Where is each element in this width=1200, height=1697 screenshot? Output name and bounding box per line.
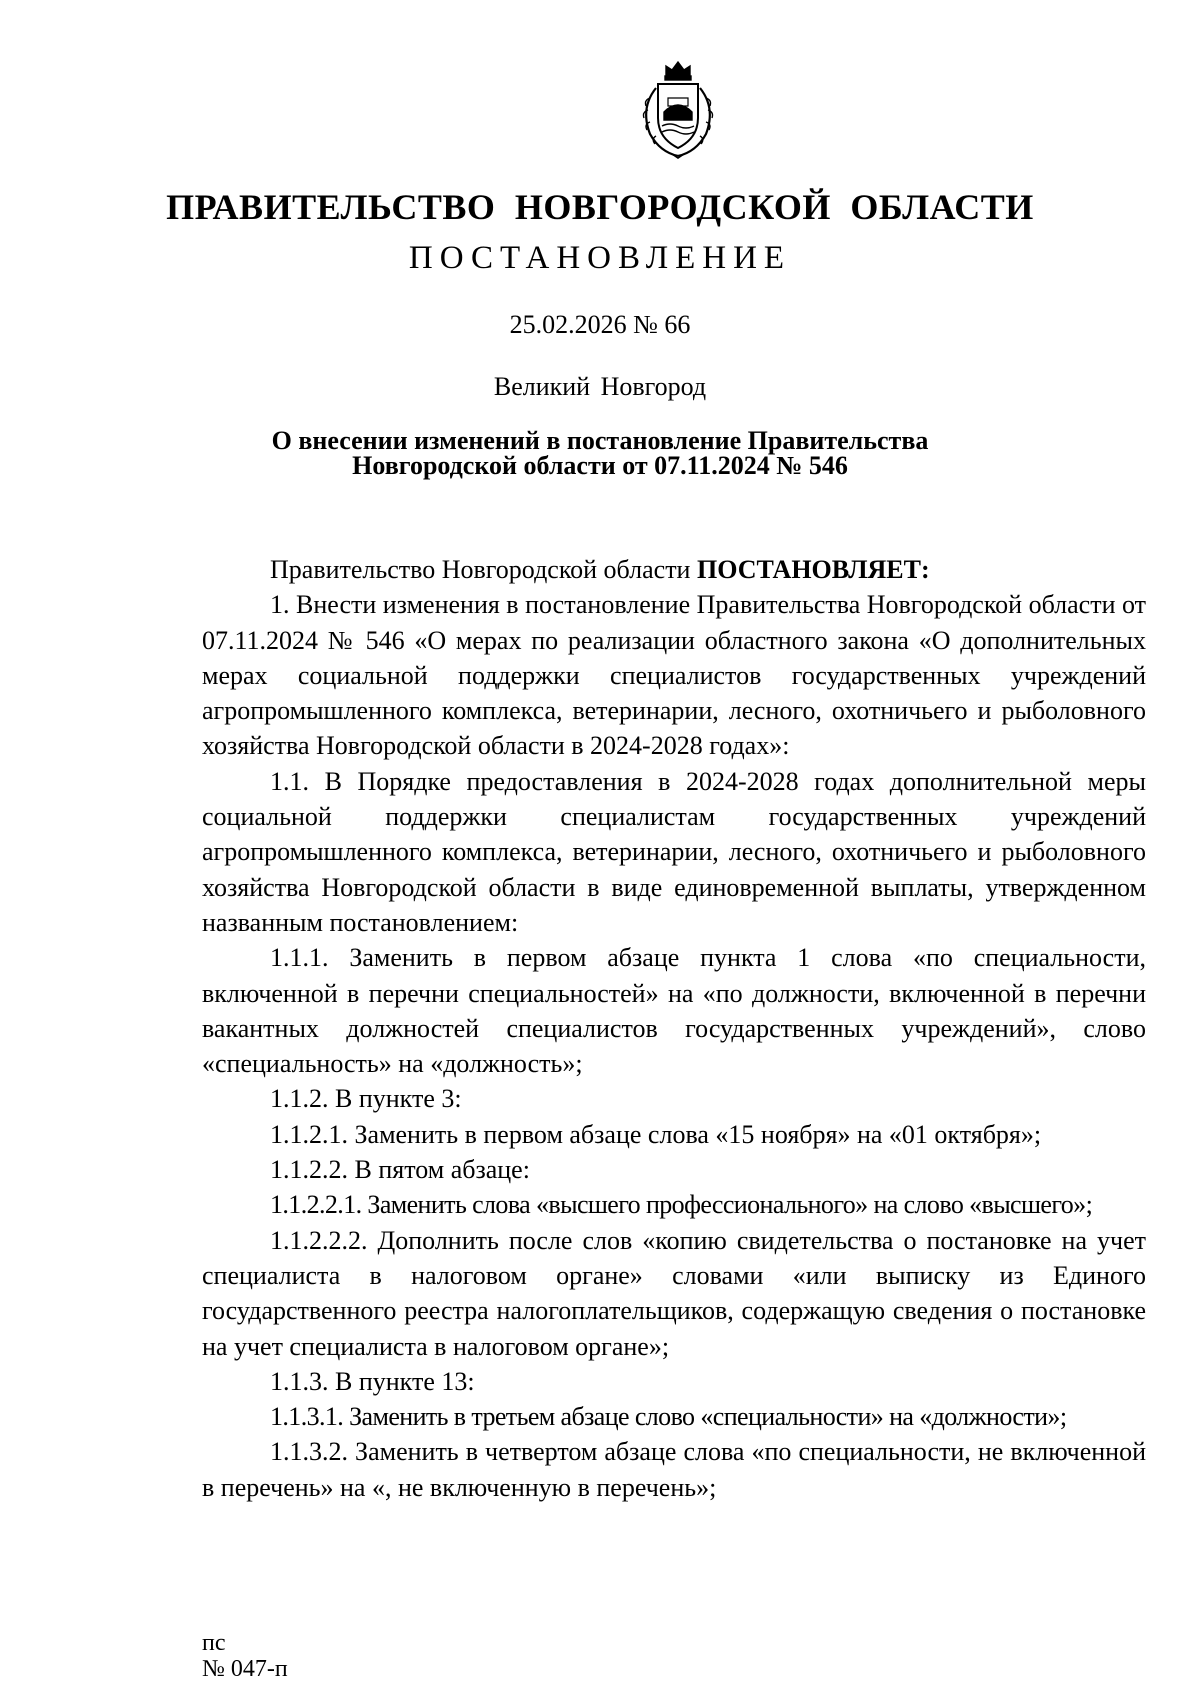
intro-text: Правительство Новгородской области bbox=[270, 555, 697, 584]
document-body bbox=[202, 552, 1146, 1505]
document-title-line-1: О внесении изменений в постановление Правительства bbox=[271, 426, 929, 455]
paragraph-1-1-3: 1.1.3. В пункте 13: bbox=[270, 1366, 475, 1396]
paragraph-1-1-2-2-2: 1.1.2.2.2. Дополнить после слов «копию свидетельства о постановке на учет специалиста в налоговом органе» словами «или выписку из Единого государственного реестра налогоплательщиков, содержащую сведения о постановке на учет специалиста в налоговом органе»; bbox=[202, 1225, 1146, 1361]
document-type: ПОСТАНОВЛЕНИЕ bbox=[408, 240, 792, 276]
paragraph-1-1-3-2: 1.1.3.2. Заменить в четвертом абзаце слова «по специальности, не включенной в перечень» на «, не включенную в перечень»; bbox=[202, 1437, 1146, 1502]
document-footer bbox=[202, 1630, 288, 1682]
paragraph-1-1-1: 1.1.1. Заменить в первом абзаце пункта 1 слова «по специальности, включенной в перечни специальностей» на «по должности, включенной в перечни вакантных должностей специалистов государственных учреждений», слово «специальность» на «должность»; bbox=[202, 943, 1146, 1079]
coat-of-arms-emblem bbox=[632, 58, 724, 160]
coat-of-arms-icon bbox=[632, 58, 724, 160]
paragraph-1-1-2: 1.1.2. В пункте 3: bbox=[270, 1084, 462, 1114]
footer-code: пс bbox=[202, 1630, 226, 1656]
document-date-number: 25.02.2026 № 66 bbox=[509, 310, 691, 339]
document-title bbox=[0, 428, 1200, 478]
intro-decision-word: ПОСТАНОВЛЯЕТ: bbox=[696, 555, 930, 584]
paragraph-1-1-2-2-1: 1.1.2.2.1. Заменить слова «высшего профессионального» на слово «высшего»; bbox=[270, 1190, 1093, 1220]
paragraph-1-1-2-1: 1.1.2.1. Заменить в первом абзаце слова «15 ноября» на «01 октября»; bbox=[270, 1119, 1042, 1149]
intro-paragraph bbox=[202, 552, 1146, 587]
paragraph-1-1: 1.1. В Порядке предоставления в 2024-2028 годах дополнительной меры социальной поддержки специалистам государственных учреждений агропромышленного комплекса, ветеринарии, лесного, охотничьего и рыболовного хозяйства Новгородской области в виде единовременной выплаты, утвержденном названным постановлением: bbox=[202, 766, 1146, 937]
document-city: Великий Новгород bbox=[493, 372, 707, 401]
paragraph-1-1-2-2: 1.1.2.2. В пятом абзаце: bbox=[270, 1155, 530, 1185]
document-title-line-2: Новгородской области от 07.11.2024 № 546 bbox=[352, 451, 848, 480]
footer-number: № 047-п bbox=[202, 1656, 288, 1682]
paragraph-1: 1. Внести изменения в постановление Правительства Новгородской области от 07.11.2024 № 546 «О мерах по реализации областного закона «О дополнительных мерах социальной поддержки специалистов государственных учреждений агропромышленного комплекса, ветеринарии, лесного, охотничьего и рыболовного хозяйства Новгородской области в 2024-2028 годах»: bbox=[202, 590, 1147, 761]
organization-name: ПРАВИТЕЛЬСТВО НОВГОРОДСКОЙ ОБЛАСТИ bbox=[166, 187, 1034, 227]
paragraph-1-1-3-1: 1.1.3.1. Заменить в третьем абзаце слово «специальности» на «должности»; bbox=[270, 1402, 1067, 1432]
